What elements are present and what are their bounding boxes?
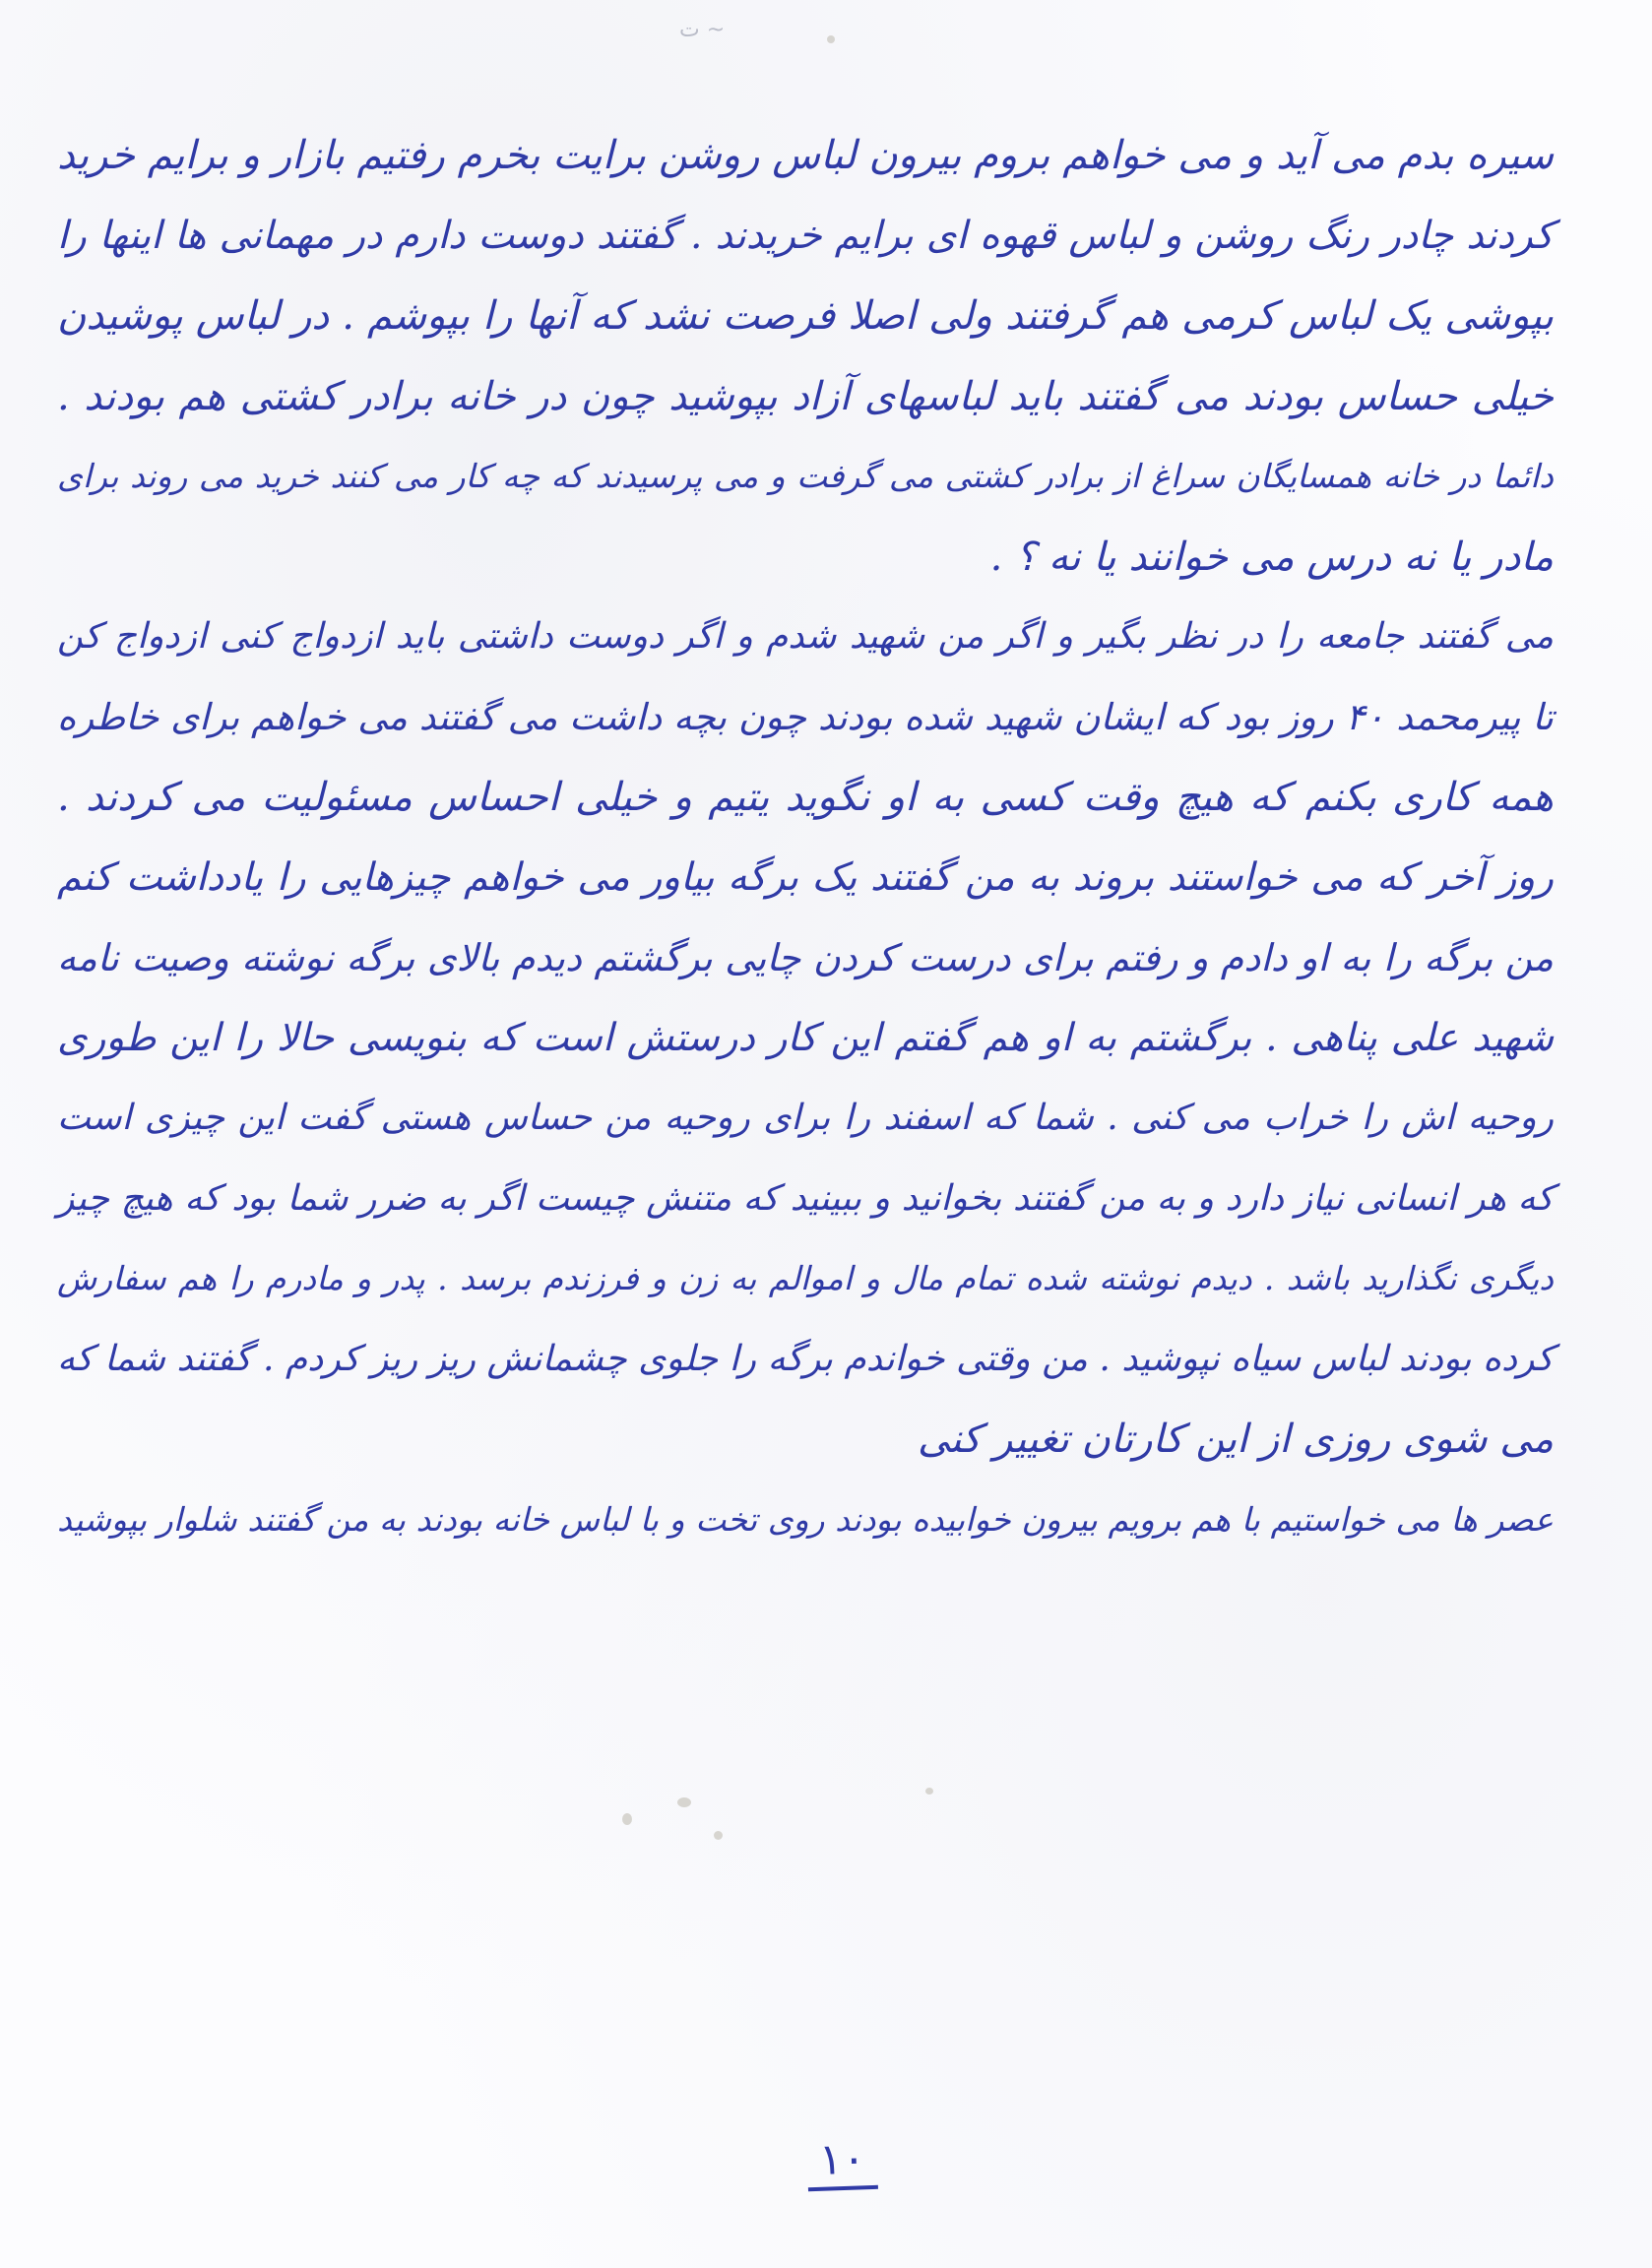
ink-speck	[827, 35, 835, 43]
ink-speck	[677, 1797, 691, 1807]
text-line: کردند چادر رنگ روشن و لباس قهوه ای برایم خریدند . گفتند دوست دارم در مهمانی ها اینها را	[57, 213, 1554, 258]
handwritten-body	[57, 126, 1554, 1570]
text-line: دائما در خانه همسایگان سراغ از برادر کشتی می گرفت و می پرسیدند که چه کار می کنند خرید می روند برای	[57, 457, 1554, 495]
ink-speck	[925, 1788, 933, 1795]
page-number: ۱۰	[806, 2133, 878, 2191]
text-line: شهید علی پناهی . برگشتم به او هم گفتم این کار درستش است که بنویسی حالا را این طوری	[57, 1015, 1554, 1060]
text-line: همه کاری بکنم که هیچ وقت کسی به او نگوید یتیم و خیلی احساس مسئولیت می کردند .	[57, 775, 1554, 820]
text-line: من برگه را به او دادم و رفتم برای درست کردن چایی برگشتم دیدم بالای برگه نوشته وصیت نامه	[57, 936, 1554, 979]
text-line: دیگری نگذارید باشد . دیدم نوشته شده تمام مال و اموالم به زن و فرزندم برسد . پدر و مادرم را هم سفارش	[57, 1259, 1554, 1297]
text-line: روحیه اش را خراب می کنی . شما که اسفند را برای روحیه من حساس هستی گفت این چیزی است	[57, 1098, 1554, 1138]
text-line: روز آخر که می خواستند بروند به من گفتند یک برگه بیاور می خواهم چیزهایی را یادداشت کنم	[57, 854, 1554, 900]
text-line: مادر یا نه درس می خوانند یا نه ؟ .	[989, 534, 1554, 580]
top-margin-mark: ت ~	[679, 18, 726, 42]
text-line: بپوشی یک لباس کرمی هم گرفتند ولی اصلا فرصت نشد که آنها را بپوشم . در لباس پوشیدن	[57, 293, 1554, 339]
text-line: که هر انسانی نیاز دارد و به من گفتند بخوانید و ببینید که متنش چیست اگر به ضرر شما بود که هیچ چیز	[57, 1177, 1554, 1219]
text-line: می گفتند جامعه را در نظر بگیر و اگر من شهید شدم و اگر دوست داشتی باید ازدواج کنی ازدواج کن	[57, 616, 1554, 657]
text-line: سیره بدم می آید و می خواهم بروم بیرون لباس روشن برایت بخرم رفتیم بازار و برایم خرید	[57, 133, 1554, 178]
text-line: خیلی حساس بودند می گفتند باید لباسهای آزاد بپوشید چون در خانه برادر کشتی هم بودند .	[57, 373, 1554, 419]
ink-speck	[714, 1831, 723, 1840]
text-line: تا پیرمحمد ۴۰ روز بود که ایشان شهید شده بودند چون بچه داشت می گفتند می خواهم برای خاطره	[57, 695, 1554, 738]
text-line: کرده بودند لباس سیاه نپوشید . من وقتی خواندم برگه را جلوی چشمانش ریز ریز کردم . گفتند شما که	[57, 1338, 1554, 1379]
text-line: عصر ها می خواستیم با هم برویم بیرون خوابیده بودند روی تخت و با لباس خانه بودند به من گفتند شلوار بپوشید	[57, 1499, 1554, 1539]
text-line: می شوی روزی از این کارتان تغییر کنی	[918, 1417, 1554, 1462]
ink-speck	[622, 1813, 632, 1825]
